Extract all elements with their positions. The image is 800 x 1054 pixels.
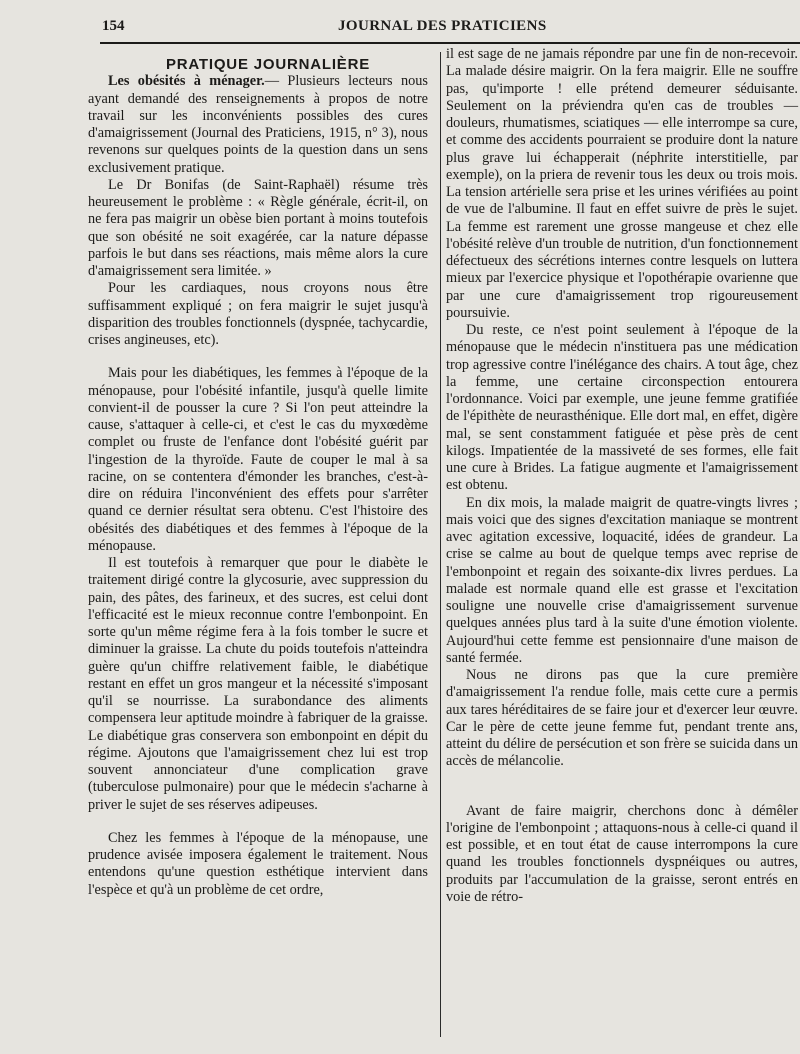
left-column <box>88 56 428 899</box>
header-rule <box>100 42 800 44</box>
runin-heading: Les obésités à ménager. <box>108 73 265 90</box>
paragraph-cardiaques: Pour les cardiaques, nous croyons nous être suffisamment expliqué ; on fera maigrir le sujet jusqu'à disparition des troubles fonctionnels (dyspnée, tachycardie, crises angineuses, etc). <box>88 280 428 348</box>
paragraph-nous-ne-dirons: Nous ne dirons pas que la cure première d'amaigrissement l'a rendue folle, mais cette cure a permis aux tares héréditaires de se faire jour et d'exercer leur œuvre. Car le père de cette jeune femme fut, pendant trente ans, atteint du délire de persécution et son frère se suicida dans un accès de mélancolie. <box>446 667 798 770</box>
section-title: PRATIQUE JOURNALIÈRE <box>165 56 371 73</box>
column-divider <box>440 52 441 1037</box>
paragraph-du-reste: Du reste, ce n'est point seulement à l'époque de la ménopause que le médecin n'instituera pas une médication trop agressive contre l'inélégance des chairs. A tout âge, chez la femme, une certaine circonspection entourera l'ordonnance. Voici par exemple, une jeune femme gratifiée de l'épithète de neurasthénique. Elle dort mal, en effet, digère mal, se sent constamment fatiguée et pèse près de cent kilogs. Impatientée de la massiveté de ses formes, elle fait une cure à Brides. La fatigue augmente et l'amaigrissement est obtenu. <box>446 322 798 494</box>
journal-name: JOURNAL DES PRATICIENS <box>338 18 547 34</box>
paragraph-en-dix-mois: En dix mois, la malade maigrit de quatre-vingts livres ; mais voici que des signes d'excitation maniaque se montrent avec agitation excessive, loquacité, idées de grandeur. La crise se calme au bout de quelque temps avec reprise de l'embonpoint et regain des soixante-dix livres perdues. La malade est normale quand elle est grasse et l'excitation souligne une nouvelle crise d'amaigrissement survenue quelques années plus tard à la suite d'une émotion violente. Aujourd'hui cette femme est pensionnaire d'une maison de santé fermée. <box>446 494 798 666</box>
paragraph-avant-de-faire: Avant de faire maigrir, cherchons donc à démêler l'origine de l'embonpoint ; attaquons-nous à celle-ci quand il est possible, et en tout état de cause interrompons la cure quand les troubles fonctionnels dyspnéiques ou autres, produits par l'accumulation de la graisse, seront entrés en voie de rétro- <box>446 802 798 905</box>
right-column <box>446 46 798 906</box>
paragraph-obesites <box>88 73 428 177</box>
paragraph-bonifas: Le Dr Bonifas (de Saint-Raphaël) résume très heureusement le problème : « Règle générale, écrit-il, on ne fera pas maigrir un obèse bien portant à moins toutefois que son obésité ne soit exagérée, car la nature dépasse parfois le but dans ses réactions, mais même alors la cure d'amaigrissement sera limitée. » <box>88 176 428 279</box>
paragraph-diabete: Il est toutefois à remarquer que pour le diabète le traitement dirigé contre la glycosurie, avec suppression du pain, des pâtes, des farineux, et des sucres, est celui dont l'efficacité est le mieux reconnue contre l'embonpoint. En sorte qu'un même régime fera à la fois tomber le sucre et diminuer la graisse. La chute du poids toutefois n'atteindra guère qu'un chiffre relativement faible, le diabétique restant en effet un gros mangeur et la nécessité s'imposant qu'il se nourrisse. La surabondance des aliments compensera leur aptitude moindre à fabriquer de la graisse. Le diabétique gras conservera son embonpoint en dépit du régime. Ajoutons que l'amaigrissement chez lui est trop souvent annonciateur d'une complication grave (tuberculose pulmonaire) pour que le médecin s'acharne à priver le sujet de ses réserves adipeuses. <box>88 555 428 813</box>
paragraph-diabetiques: Mais pour les diabétiques, les femmes à l'époque de la ménopause, pour l'obésité infantile, jusqu'à quelle limite convient-il de pousser la cure ? Si l'on peut atteindre la cause, s'attaquer à celle-ci, et c'est le cas du myxœdème complet ou fruste de l'enfance dont l'obésité guérit par l'ingestion de la thyroïde. Faute de couper le mal à sa racine, on se contentera d'émonder les branches, c'est-à-dire on réduira l'inconvénient des effets pour s'arrêter quand ce dernier résultat sera obtenu. C'est l'histoire des obésités des diabétiques et des femmes à l'époque de la ménopause. <box>88 365 428 554</box>
paragraph-menopause: Chez les femmes à l'époque de la ménopause, une prudence avisée imposera également le traitement. Nous entendons qu'une question esthétique intervient dans l'espèce et qu'à un problème de cet ordre, <box>88 829 428 898</box>
running-head <box>100 16 800 40</box>
paragraph-continuation: il est sage de ne jamais répondre par une fin de non-recevoir. La malade désire maigrir. On la fera maigrir. Elle ne souffre pas, qu'importe ! elle prétend demeurer séduisante. Seulement on la préviendra qu'en cas de troubles — douleurs, rhumatismes, sciatiques — elle interrompe sa cure, et comme des accidents pourraient se produire dont la nature plus grave lui échapperait (néphrite interstitielle, par exemple), on la priera de revenir tous les deux ou trois mois. La tension artérielle sera prise et les urines vérifiées au point de vue de l'albumine. Il faut en effet suivre de près le sujet. La femme est rarement une grosse mangeuse et chez elle l'obésité relève d'un trouble de nutrition, d'un fonctionnement défectueux des sécrétions internes contre lesquels on luttera mieux par l'exercice physique et l'opothérapie ovarienne que par une cure d'amaigrissement trop rigoureusement poursuivie. <box>446 46 798 321</box>
paragraph-text: — Plusieurs lecteurs nous ayant demandé des renseignements à propos de notre travail sur les inconvénients possibles des cures d'amaigrissement (Journal des Praticiens, 1915, n° 3), nous revenons sur quelques points de la question dans un sens exclusivement pratique. <box>88 73 428 176</box>
page-number: 154 <box>102 18 125 34</box>
